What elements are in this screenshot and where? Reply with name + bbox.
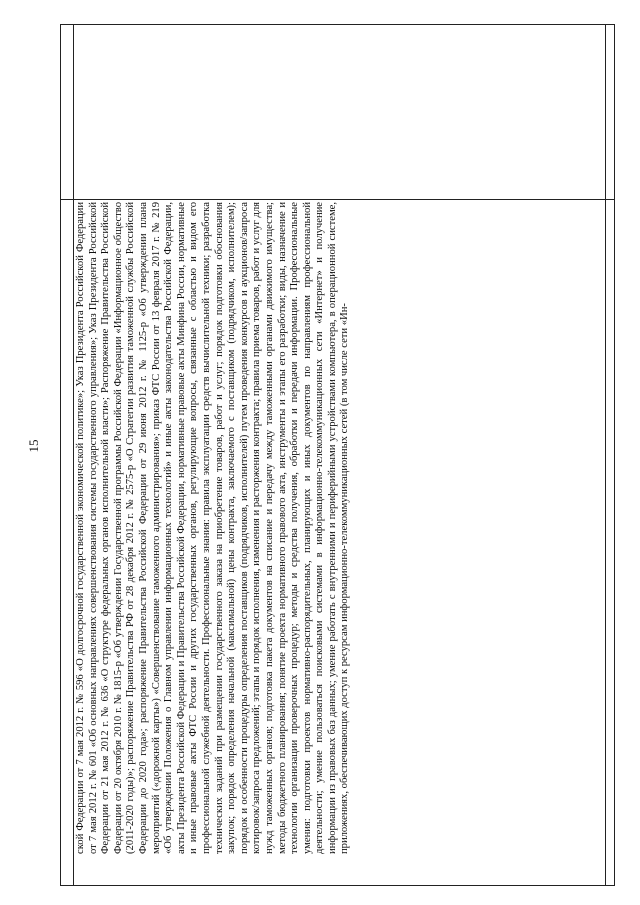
requirements-text: ской Федерации от 7 мая 2012 г. № 596 «О долгосрочной государственной экономической политике»; Указ Президента Российской Федерации от 7 мая 2012 г. № 601 «Об основных направлениях совершенствования системы государственного управления»; Указ Президента Российской Федерации от 21 мая 2012 г. № 636 «О структуре федеральных органов исполнительной власти»; Распоряжение Правительства Российской Федерации от 20 октября 2010 г. № 1815-р «Об утверждении Государственной программы Российской Федерации «Информационное общество (2011-2020 годы)»; распоряжение Правительства РФ от 28 декабря 2012 г. № 2575-р «О Стратегии развития таможенной службы Российской Федерации до 2020 года»; распоряжение Правительства Российской Федерации от 29 июня 2012 г. № 1125-р «Об утверждении плана мероприятий («дорожной карты») «Совершенствование таможенного администрирования»; приказ ФТС России от 13 февраля 2017 г. № 219 «Об утверждении Положения о Главном управлении информационных технологий» и иные акты законодательства Российской Федерации, акты Президента Российской Федерации и Правительства Российской Федерации, нормативные правовые акты Минфина России, нормативные и иные правовые акты ФТС России и других государственных органов, регулирующие вопросы, связанные с областью и видом его профессиональной служебной деятельности. Профессиональные знания: правила эксплуатации средств вычислительной техники; разработка технических заданий при размещении государственного заказа на приобретение товаров, работ и услуг; порядок подготовки обоснования закупок; порядок определения начальной (максимальной) цены контракта, заключаемого с поставщиком (подрядчиком, исполнителем); порядок и особенности процедуры определения поставщиков (подрядчиков, исполнителей) путем проведения конкурсов и аукционов/запроса котировок/запроса предложений; этапы и порядок исполнения, изменения и расторжения контракта; правила приема товаров, работ и услуг для нужд таможенных органов; подготовка пакета документов на списание и передачу между таможенными органами движимого имущества; методы бюджетного планирования; понятие проекта нормативного правового акта, инструменты и этапы его разработки; виды, назначение и технологии организации проверочных процедур; методы и средства получения, обработки и передачи информации. Профессиональные умения: подготовки проектов нормативно-распорядительных, планирующих и иных документов по направлениям профессиональной деятельности; умение пользоваться поисковыми системами в информационно-телекоммуникационных сети «Интернет» и получение информации из правовых баз данных; умение работать с внутренними и периферийными устройствами компьютера, в операционной системе, приложениях, обеспечивающих доступ к ресурсам информационно-телекоммуникационных сетей (в том числе сети «Ин- — [75, 202, 351, 854]
page-number: 15 — [26, 439, 41, 453]
table-cell-main — [73, 198, 618, 858]
